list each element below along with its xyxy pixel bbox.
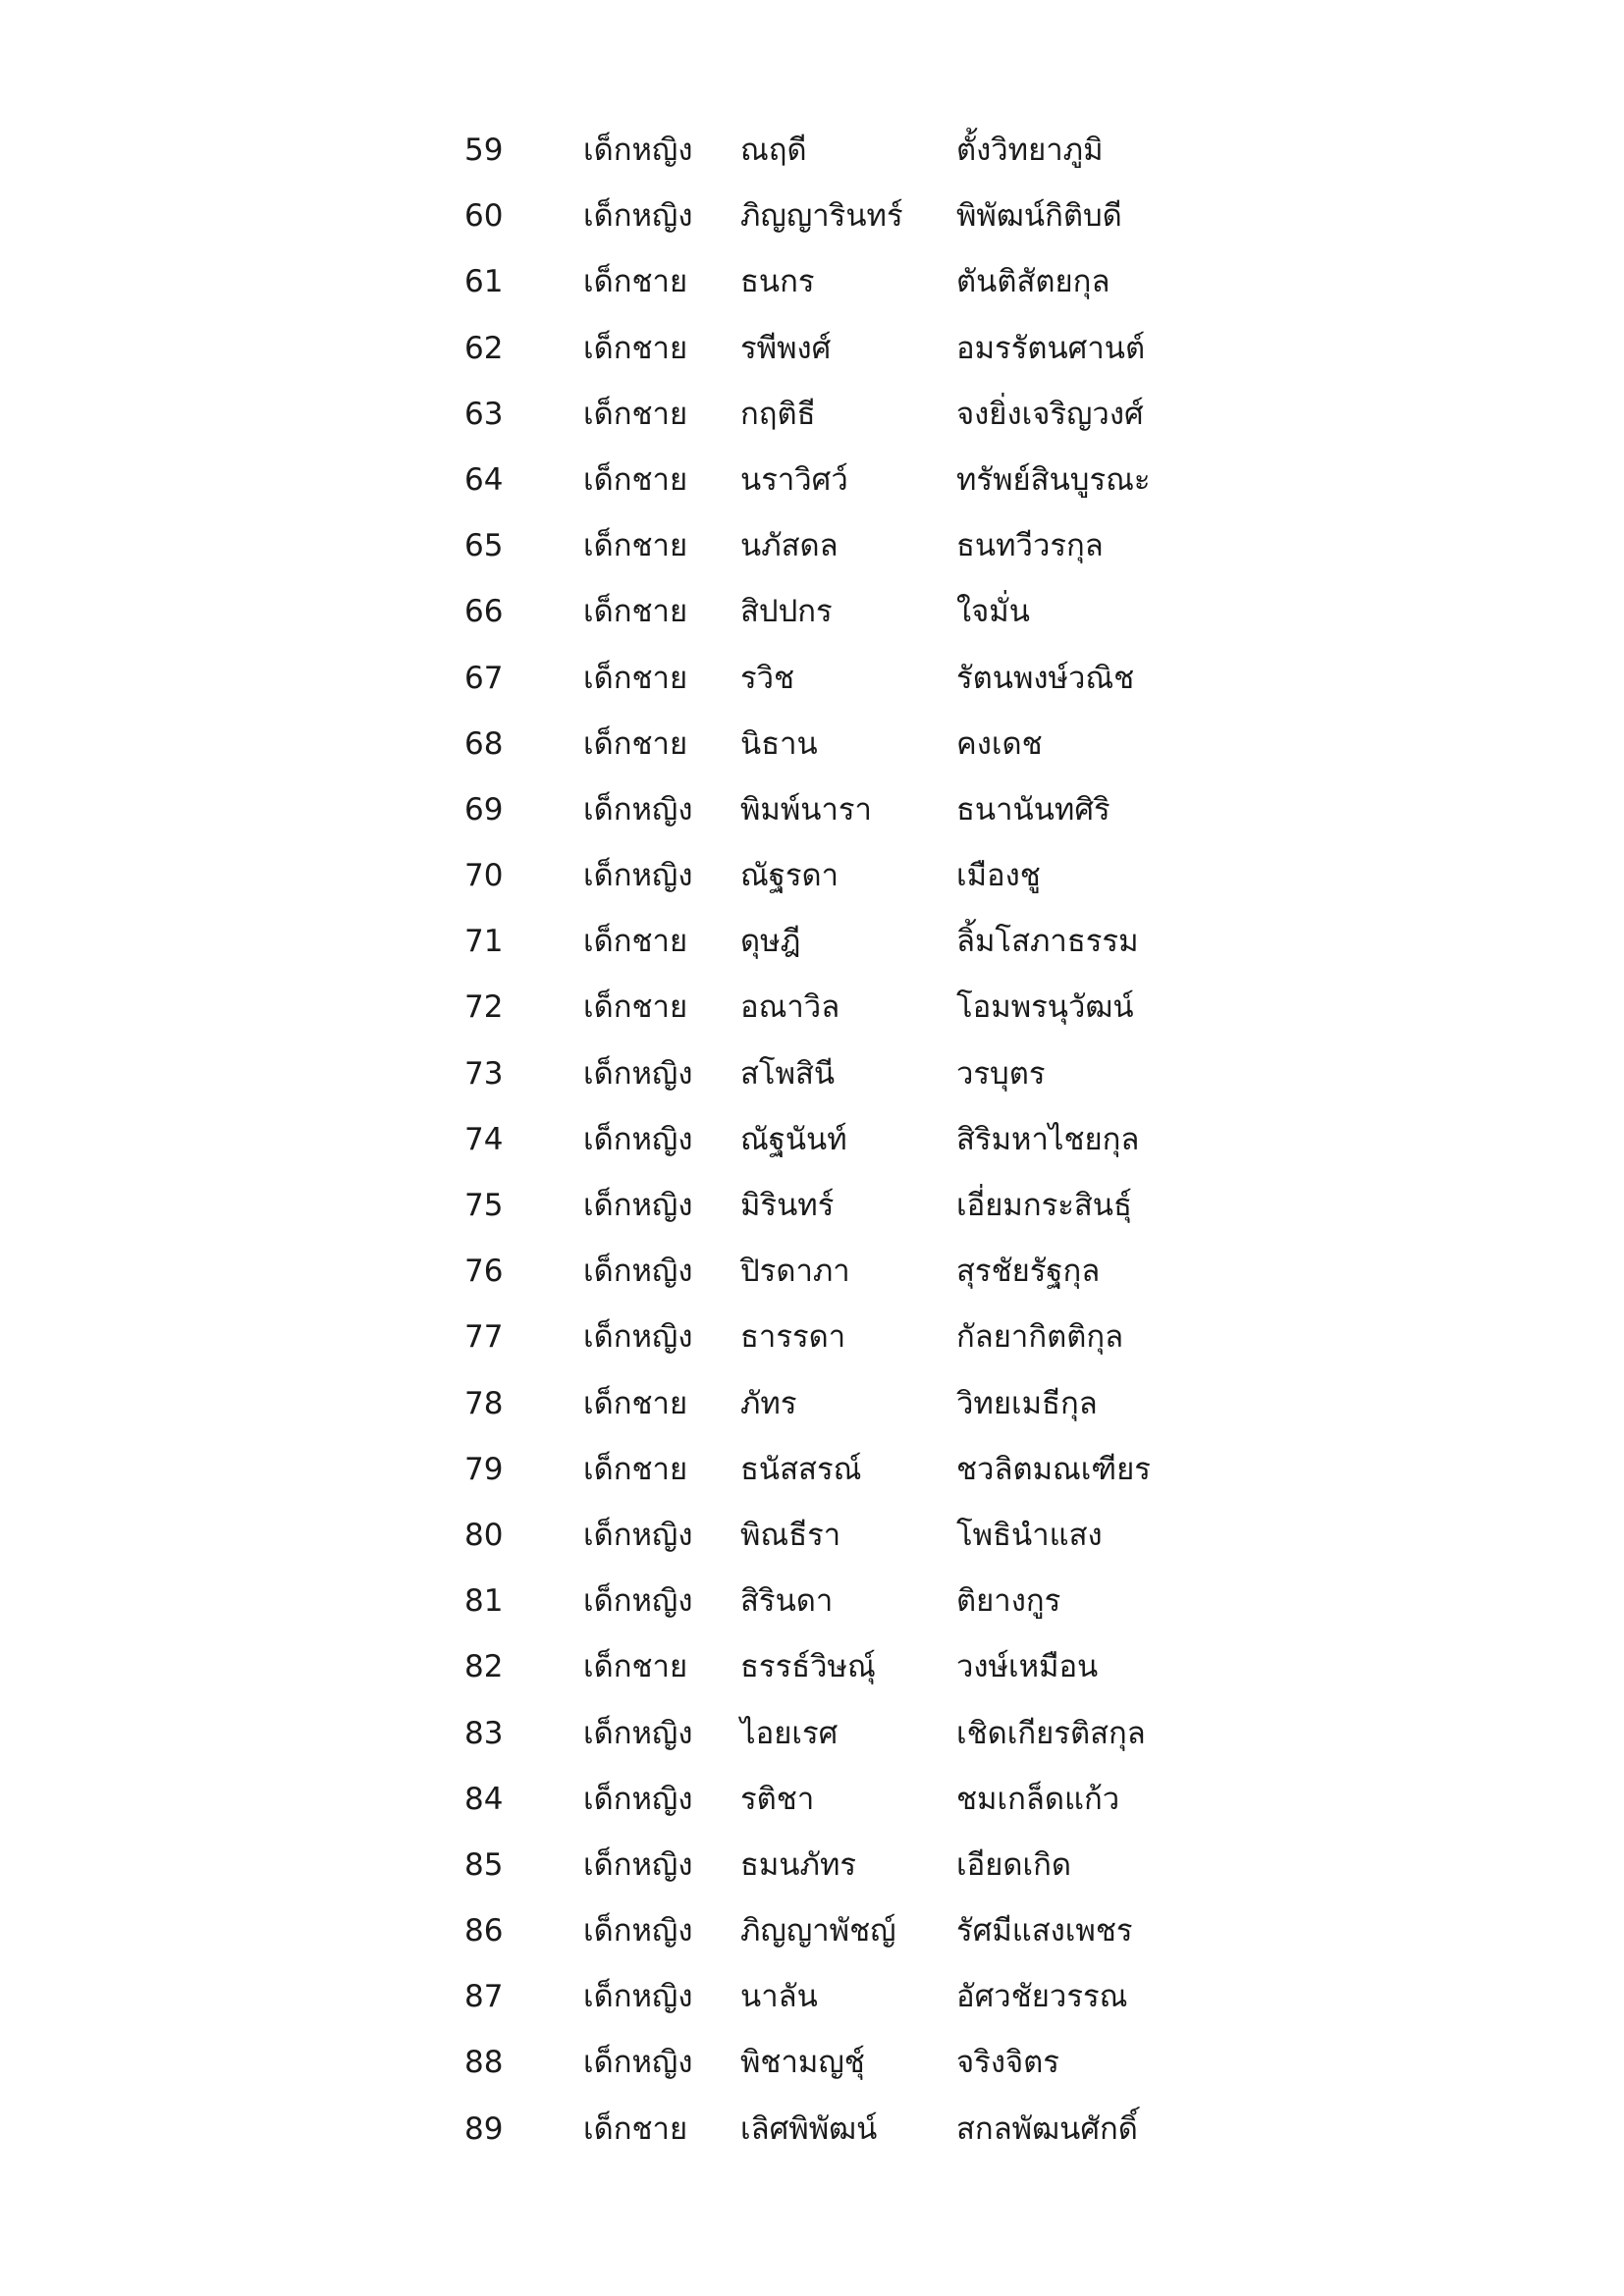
row-number: 60 xyxy=(464,198,504,235)
row-number: 67 xyxy=(464,660,504,696)
list-row xyxy=(0,2038,1624,2104)
row-number: 77 xyxy=(464,1319,504,1356)
row-title: เด็กชาย xyxy=(583,330,688,366)
list-row xyxy=(0,587,1624,653)
row-first-name: ธรรธ์วิษณุ์ xyxy=(740,1649,876,1685)
row-title: เด็กชาย xyxy=(583,396,688,432)
row-first-name: มิรินทร์ xyxy=(740,1188,835,1223)
row-number: 80 xyxy=(464,1517,504,1553)
row-title: เด็กชาย xyxy=(583,1649,688,1685)
row-first-name: สิปปกร xyxy=(740,594,833,630)
list-row xyxy=(0,324,1624,390)
row-number: 70 xyxy=(464,858,504,894)
row-last-name: ตั้งวิทยาภูมิ xyxy=(956,133,1104,168)
list-row xyxy=(0,257,1624,323)
row-last-name: ตันติสัตยกุล xyxy=(956,264,1110,300)
row-title: เด็กหญิง xyxy=(583,858,693,894)
list-row xyxy=(0,1312,1624,1378)
list-row xyxy=(0,1511,1624,1576)
list-row xyxy=(0,851,1624,917)
row-number: 85 xyxy=(464,1846,504,1883)
row-first-name: ธารรดา xyxy=(740,1319,846,1356)
row-first-name: ภิญญาพัชญ์ xyxy=(740,1913,896,1949)
list-row xyxy=(0,1181,1624,1247)
row-last-name: ธนานันทศิริ xyxy=(956,791,1110,828)
row-title: เด็กหญิง xyxy=(583,1979,693,2015)
row-first-name: ณฤดี xyxy=(740,133,807,168)
row-last-name: รัตนพงษ์วณิช xyxy=(956,660,1135,696)
row-last-name: วิทยเมธีกุล xyxy=(956,1385,1098,1421)
row-first-name: ดุษฎี xyxy=(740,924,801,960)
list-row xyxy=(0,191,1624,257)
row-title: เด็กหญิง xyxy=(583,133,693,168)
row-title: เด็กหญิง xyxy=(583,1254,693,1290)
row-first-name: กฤติธี xyxy=(740,396,816,432)
row-title: เด็กชาย xyxy=(583,924,688,960)
row-title: เด็กหญิง xyxy=(583,1121,693,1157)
name-list xyxy=(0,126,1624,2170)
row-title: เด็กชาย xyxy=(583,528,688,564)
row-number: 87 xyxy=(464,1979,504,2015)
row-first-name: ธนัสสรณ์ xyxy=(740,1451,862,1487)
row-last-name: คงเดช xyxy=(956,725,1043,762)
row-last-name: ชมเกล็ดแก้ว xyxy=(956,1781,1120,1817)
row-number: 68 xyxy=(464,725,504,762)
row-last-name: พิพัฒน์กิติบดี xyxy=(956,198,1122,235)
row-title: เด็กชาย xyxy=(583,1451,688,1487)
list-row xyxy=(0,1379,1624,1445)
list-row xyxy=(0,2105,1624,2170)
list-row xyxy=(0,1049,1624,1115)
list-row xyxy=(0,1775,1624,1841)
row-number: 64 xyxy=(464,461,504,498)
row-first-name: ณัฐนันท์ xyxy=(740,1121,847,1157)
list-row xyxy=(0,1906,1624,1972)
row-number: 72 xyxy=(464,989,504,1026)
row-last-name: เชิดเกียรติสกุล xyxy=(956,1715,1146,1751)
row-last-name: จงยิ่งเจริญวงศ์ xyxy=(956,396,1144,432)
row-title: เด็กชาย xyxy=(583,725,688,762)
row-first-name: ธนกร xyxy=(740,264,815,300)
row-number: 75 xyxy=(464,1188,504,1223)
row-number: 88 xyxy=(464,2045,504,2081)
row-first-name: สโพสินี xyxy=(740,1055,836,1092)
row-title: เด็กหญิง xyxy=(583,198,693,235)
row-first-name: ภิญญารินทร์ xyxy=(740,198,903,235)
list-row xyxy=(0,983,1624,1048)
row-title: เด็กหญิง xyxy=(583,1188,693,1223)
row-title: เด็กชาย xyxy=(583,594,688,630)
row-title: เด็กหญิง xyxy=(583,1583,693,1620)
row-first-name: รวิช xyxy=(740,660,795,696)
row-first-name: นิธาน xyxy=(740,725,818,762)
row-last-name: ทรัพย์สินบูรณะ xyxy=(956,461,1151,498)
list-row xyxy=(0,126,1624,191)
row-first-name: รพีพงศ์ xyxy=(740,330,832,366)
row-first-name: อณาวิล xyxy=(740,989,840,1026)
list-row xyxy=(0,1445,1624,1511)
list-row xyxy=(0,1247,1624,1312)
row-title: เด็กหญิง xyxy=(583,1846,693,1883)
row-last-name: ใจมั่น xyxy=(956,594,1030,630)
row-last-name: อัศวชัยวรรณ xyxy=(956,1979,1128,2015)
row-number: 59 xyxy=(464,133,504,168)
row-title: เด็กชาย xyxy=(583,660,688,696)
row-last-name: โอมพรนุวัฒน์ xyxy=(956,989,1134,1026)
row-first-name: ธมนภัทร xyxy=(740,1846,857,1883)
row-first-name: สิรินดา xyxy=(740,1583,834,1620)
list-row xyxy=(0,785,1624,851)
row-first-name: ปิรดาภา xyxy=(740,1254,850,1290)
row-title: เด็กชาย xyxy=(583,1385,688,1421)
row-number: 65 xyxy=(464,528,504,564)
row-first-name: นาลัน xyxy=(740,1979,818,2015)
row-number: 79 xyxy=(464,1451,504,1487)
row-title: เด็กหญิง xyxy=(583,1517,693,1553)
list-row xyxy=(0,1642,1624,1708)
row-title: เด็กหญิง xyxy=(583,2045,693,2081)
row-number: 76 xyxy=(464,1254,504,1290)
row-last-name: โพธินำแสง xyxy=(956,1517,1103,1553)
row-title: เด็กหญิง xyxy=(583,1055,693,1092)
row-title: เด็กชาย xyxy=(583,264,688,300)
list-row xyxy=(0,1115,1624,1181)
row-number: 73 xyxy=(464,1055,504,1092)
row-number: 78 xyxy=(464,1385,504,1421)
row-number: 81 xyxy=(464,1583,504,1620)
row-last-name: เมืองชู xyxy=(956,858,1041,894)
list-row xyxy=(0,720,1624,785)
list-row xyxy=(0,521,1624,587)
row-title: เด็กหญิง xyxy=(583,1319,693,1356)
row-first-name: ภัทร xyxy=(740,1385,797,1421)
row-number: 66 xyxy=(464,594,504,630)
row-number: 89 xyxy=(464,2110,504,2147)
row-first-name: พิมพ์นารา xyxy=(740,791,872,828)
row-title: เด็กหญิง xyxy=(583,791,693,828)
row-number: 83 xyxy=(464,1715,504,1751)
row-last-name: วงษ์เหมือน xyxy=(956,1649,1099,1685)
row-number: 69 xyxy=(464,791,504,828)
row-number: 63 xyxy=(464,396,504,432)
row-last-name: สุรชัยรัฐกุล xyxy=(956,1254,1101,1290)
row-number: 84 xyxy=(464,1781,504,1817)
row-number: 61 xyxy=(464,264,504,300)
row-last-name: เอียดเกิด xyxy=(956,1846,1072,1883)
row-title: เด็กหญิง xyxy=(583,1913,693,1949)
row-last-name: ชวลิตมณเฑียร xyxy=(956,1451,1151,1487)
row-last-name: ลิ้มโสภาธรรม xyxy=(956,924,1139,960)
row-title: เด็กหญิง xyxy=(583,1715,693,1751)
list-row xyxy=(0,455,1624,521)
list-row xyxy=(0,917,1624,983)
row-last-name: รัศมีแสงเพชร xyxy=(956,1913,1133,1949)
row-number: 82 xyxy=(464,1649,504,1685)
row-last-name: ธนทวีวรกุล xyxy=(956,528,1104,564)
row-last-name: จริงจิตร xyxy=(956,2045,1059,2081)
row-title: เด็กหญิง xyxy=(583,1781,693,1817)
row-last-name: วรบุตร xyxy=(956,1055,1046,1092)
row-last-name: สกลพัฒนศักดิ์ xyxy=(956,2110,1138,2147)
row-first-name: รติชา xyxy=(740,1781,815,1817)
row-number: 71 xyxy=(464,924,504,960)
row-first-name: พิชามญชุ์ xyxy=(740,2045,865,2081)
row-first-name: นราวิศว์ xyxy=(740,461,848,498)
row-number: 86 xyxy=(464,1913,504,1949)
row-first-name: ไอยเรศ xyxy=(740,1715,839,1751)
row-number: 74 xyxy=(464,1121,504,1157)
list-row xyxy=(0,1709,1624,1775)
list-row xyxy=(0,1972,1624,2038)
row-first-name: พิณธีรา xyxy=(740,1517,841,1553)
row-title: เด็กชาย xyxy=(583,461,688,498)
row-last-name: ติยางกูร xyxy=(956,1583,1061,1620)
row-title: เด็กชาย xyxy=(583,2110,688,2147)
row-last-name: กัลยากิตติกุล xyxy=(956,1319,1124,1356)
row-last-name: เอี่ยมกระสินธุ์ xyxy=(956,1188,1132,1223)
list-row xyxy=(0,1841,1624,1906)
row-title: เด็กชาย xyxy=(583,989,688,1026)
list-row xyxy=(0,1576,1624,1642)
list-row xyxy=(0,654,1624,720)
row-first-name: เลิศพิพัฒน์ xyxy=(740,2110,878,2147)
row-first-name: นภัสดล xyxy=(740,528,839,564)
row-last-name: อมรรัตนศานต์ xyxy=(956,330,1146,366)
row-first-name: ณัฐรดา xyxy=(740,858,839,894)
row-last-name: สิริมหาไชยกุล xyxy=(956,1121,1140,1157)
list-row xyxy=(0,390,1624,455)
row-number: 62 xyxy=(464,330,504,366)
